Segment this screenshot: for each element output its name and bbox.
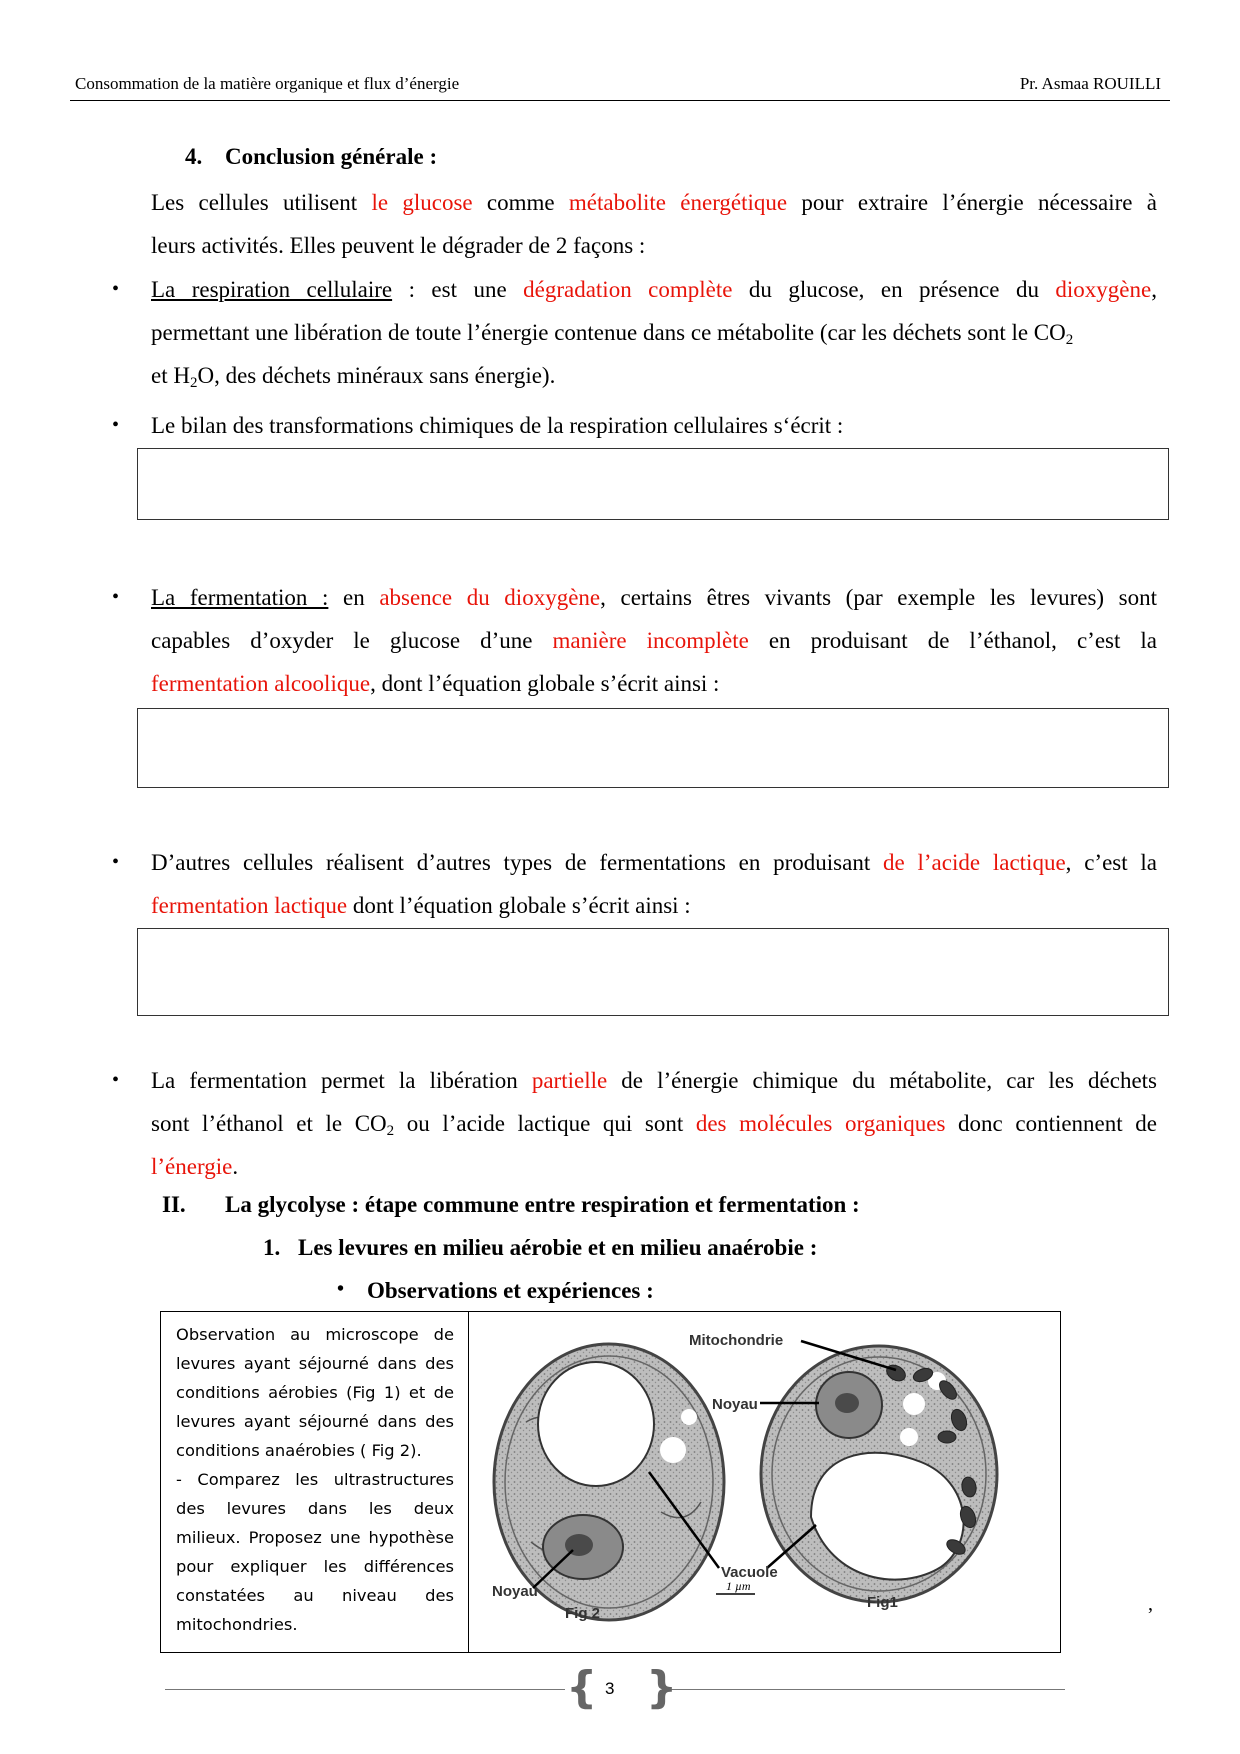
subsection-number: 1. (263, 1235, 281, 1260)
respiration-equation-box[interactable] (137, 448, 1169, 520)
footer-line-right (665, 1689, 1065, 1690)
label-vacuole: Vacuole (721, 1564, 778, 1581)
footer-brace-right: } (646, 1662, 678, 1713)
label-noyau-fig1: Noyau (712, 1396, 758, 1413)
conclusion-number: 4. (185, 144, 203, 169)
stray-comma: , (1148, 1593, 1153, 1615)
footer-brace-left: { (566, 1662, 598, 1713)
bullet-icon: • (337, 1278, 345, 1300)
section2-number: II. (162, 1192, 186, 1217)
observation-text-cell (161, 1312, 469, 1652)
header-title: Consommation de la matière organique et flux d’énergie (75, 74, 460, 93)
conclusion-title: Conclusion générale : (225, 144, 438, 169)
header-rule (70, 100, 1170, 101)
label-scale: 1 µm (726, 1579, 751, 1593)
observations-title: Observations et expériences : (367, 1278, 654, 1303)
bullet-icon: • (112, 414, 120, 436)
respiration-paragraph: La respiration cellulaire : est une dégradation complète du glucose, en présence du dioxygène, permettant une libération de toute l’énergie contenue dans ce métabolite (car les déchets sont le $CO_2$ et $H_2O$, des déchets minéraux sans énergie). (151, 277, 1157, 391)
fermentation-paragraph: La fermentation : en absence du dioxygène, certains êtres vivants (par exemple les levures) sont capables d’oxyder le glucose d’une manière incomplète en produisant de l’éthanol, c’est la fermentation alcoolique, dont l’équation globale s’écrit ainsi : (151, 585, 1158, 696)
footer-line-left (165, 1689, 565, 1690)
lactique-paragraph: D’autres cellules réalisent d’autres types de fermentations en produisant de l’acide lactique, c’est la fermentation lactique dont l’équation globale s’écrit ainsi : (151, 850, 1158, 918)
header-author: Pr. Asmaa ROUILLI (1019, 74, 1161, 93)
yeast-figure-cell (471, 1312, 1060, 1652)
vacuole-fig2 (538, 1362, 654, 1486)
section2-title: La glycolyse : étape commune entre respiration et fermentation : (225, 1192, 860, 1217)
label-mitochondrie: Mitochondrie (689, 1332, 784, 1349)
bullet-icon: • (112, 851, 120, 873)
page-number: 3 (605, 1679, 615, 1698)
fermentation-term: La fermentation : (151, 585, 329, 610)
bilan-paragraph: Le bilan des transformations chimiques de la respiration cellulaires s‘écrit : (151, 413, 844, 438)
yeast-micrograph (471, 1312, 1060, 1652)
bullet-icon: • (112, 586, 120, 608)
respiration-term: La respiration cellulaire (151, 277, 393, 302)
label-fig2: Fig 2 (565, 1605, 601, 1622)
label-fig1: Fig1 (867, 1594, 898, 1611)
fermentation-alcoolique-equation-box[interactable] (137, 708, 1169, 788)
bullet-icon: • (112, 1069, 120, 1091)
partielle-paragraph: La fermentation permet la libération partielle de l’énergie chimique du métabolite, car les déchets sont l’éthanol et le $CO_2$ ou l’acide lactique qui sont des molécules organiques donc contiennent de l’énergie. (151, 1068, 1157, 1179)
conclusion-heading (185, 144, 437, 170)
observation-table (160, 1311, 1061, 1653)
observation-description: Observation au microscope de levures ayant séjourné dans des conditions aérobies (Fig 1) et de levures ayant séjourné dans des conditions anaérobies ( Fig 2). (176, 1325, 454, 1460)
fermentation-lactique-equation-box[interactable] (137, 928, 1169, 1016)
label-noyau-fig2: Noyau (492, 1583, 538, 1600)
subsection-title: Les levures en milieu aérobie et en milieu anaérobie : (298, 1235, 818, 1260)
intro-paragraph: Les cellules utilisent le glucose comme métabolite énergétique pour extraire l’énergie nécessaire à leurs activités. Elles peuvent le dégrader de 2 façons : (151, 190, 1157, 258)
observation-question: - Comparez les ultrastructures des levures dans les deux milieux. Proposez une hypothèse pour expliquer les différences constatées au niveau des mitochondries. (176, 1470, 454, 1634)
bullet-icon: • (112, 278, 120, 300)
